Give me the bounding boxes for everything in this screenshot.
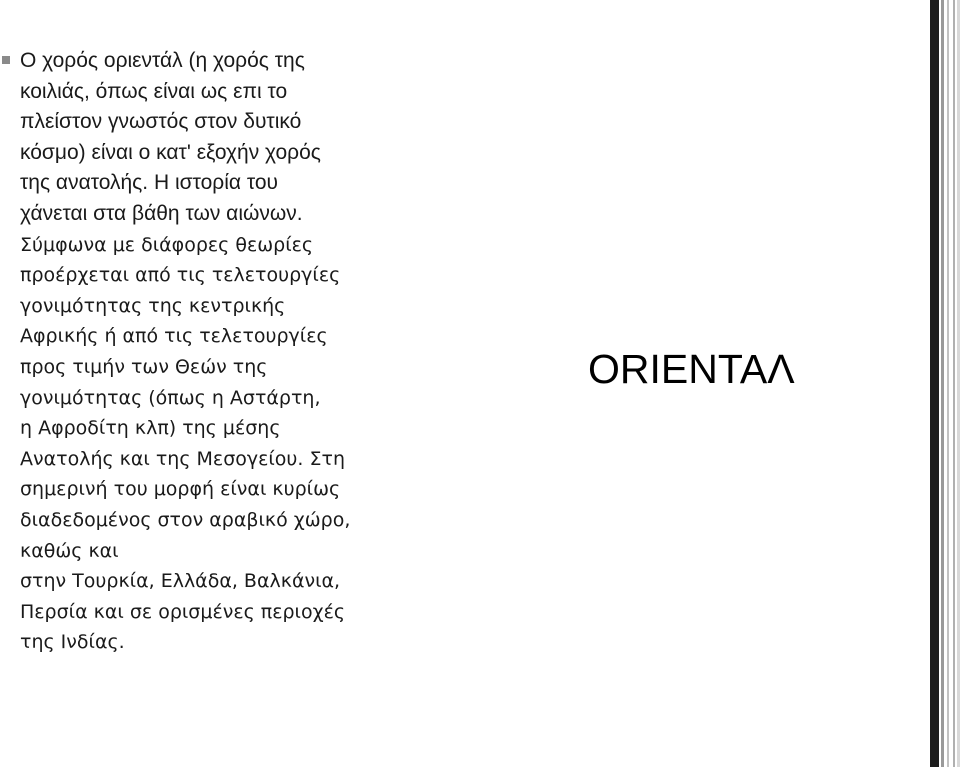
edge-gray-stripe <box>947 0 949 767</box>
bullet-lines <box>20 46 350 658</box>
text-line: Αφρικής ή από τις τελετουργίες <box>20 325 328 348</box>
text-line: πλείστον γνωστός στον δυτικό <box>20 110 302 134</box>
text-line: η Αφροδίτη κλπ) της μέσης <box>20 417 281 440</box>
text-line: σημερινή του μορφή είναι κυρίως <box>20 478 341 501</box>
edge-gray-stripe <box>953 0 955 767</box>
text-line: προς τιμήν των Θεών της <box>20 355 268 378</box>
text-line: χάνεται στα βάθη των αιώνων. <box>20 201 303 225</box>
text-line: στην Τουρκία, Ελλάδα, Βαλκάνια, <box>20 570 341 593</box>
right-edge-frame <box>920 0 960 767</box>
text-line: προέρχεται από τις τελετουργίες <box>20 264 341 287</box>
square-bullet-icon <box>2 56 10 64</box>
text-line: γονιμότητας (όπως η Αστάρτη, <box>20 386 321 409</box>
text-line: Ο χορός οριεντάλ (η χορός της <box>20 49 305 72</box>
text-line: της Ινδίας. <box>20 631 125 654</box>
text-line: κόσμο) είναι ο κατ' εξοχήν χορός <box>20 140 321 164</box>
text-line: Σύμφωνα με διάφορες θεωρίες <box>20 233 314 256</box>
text-line: Περσία και σε ορισμένες περιοχές <box>20 600 346 623</box>
text-line: Ανατολής και της Μεσογείου. Στη <box>20 447 345 470</box>
text-line: γονιμότητας της κεντρικής <box>20 294 286 317</box>
edge-dark-stripe <box>930 0 939 767</box>
slide-title: ORIENTAΛ <box>588 346 795 392</box>
text-line: διαδεδομένος στον αραβικό χώρο, <box>20 508 351 531</box>
text-line: καθώς και <box>20 539 119 562</box>
text-line: της ανατολής. Η ιστορία του <box>20 171 279 195</box>
text-line: κοιλιάς, όπως είναι ως επι το <box>20 79 288 103</box>
edge-gray-stripe <box>941 0 944 767</box>
